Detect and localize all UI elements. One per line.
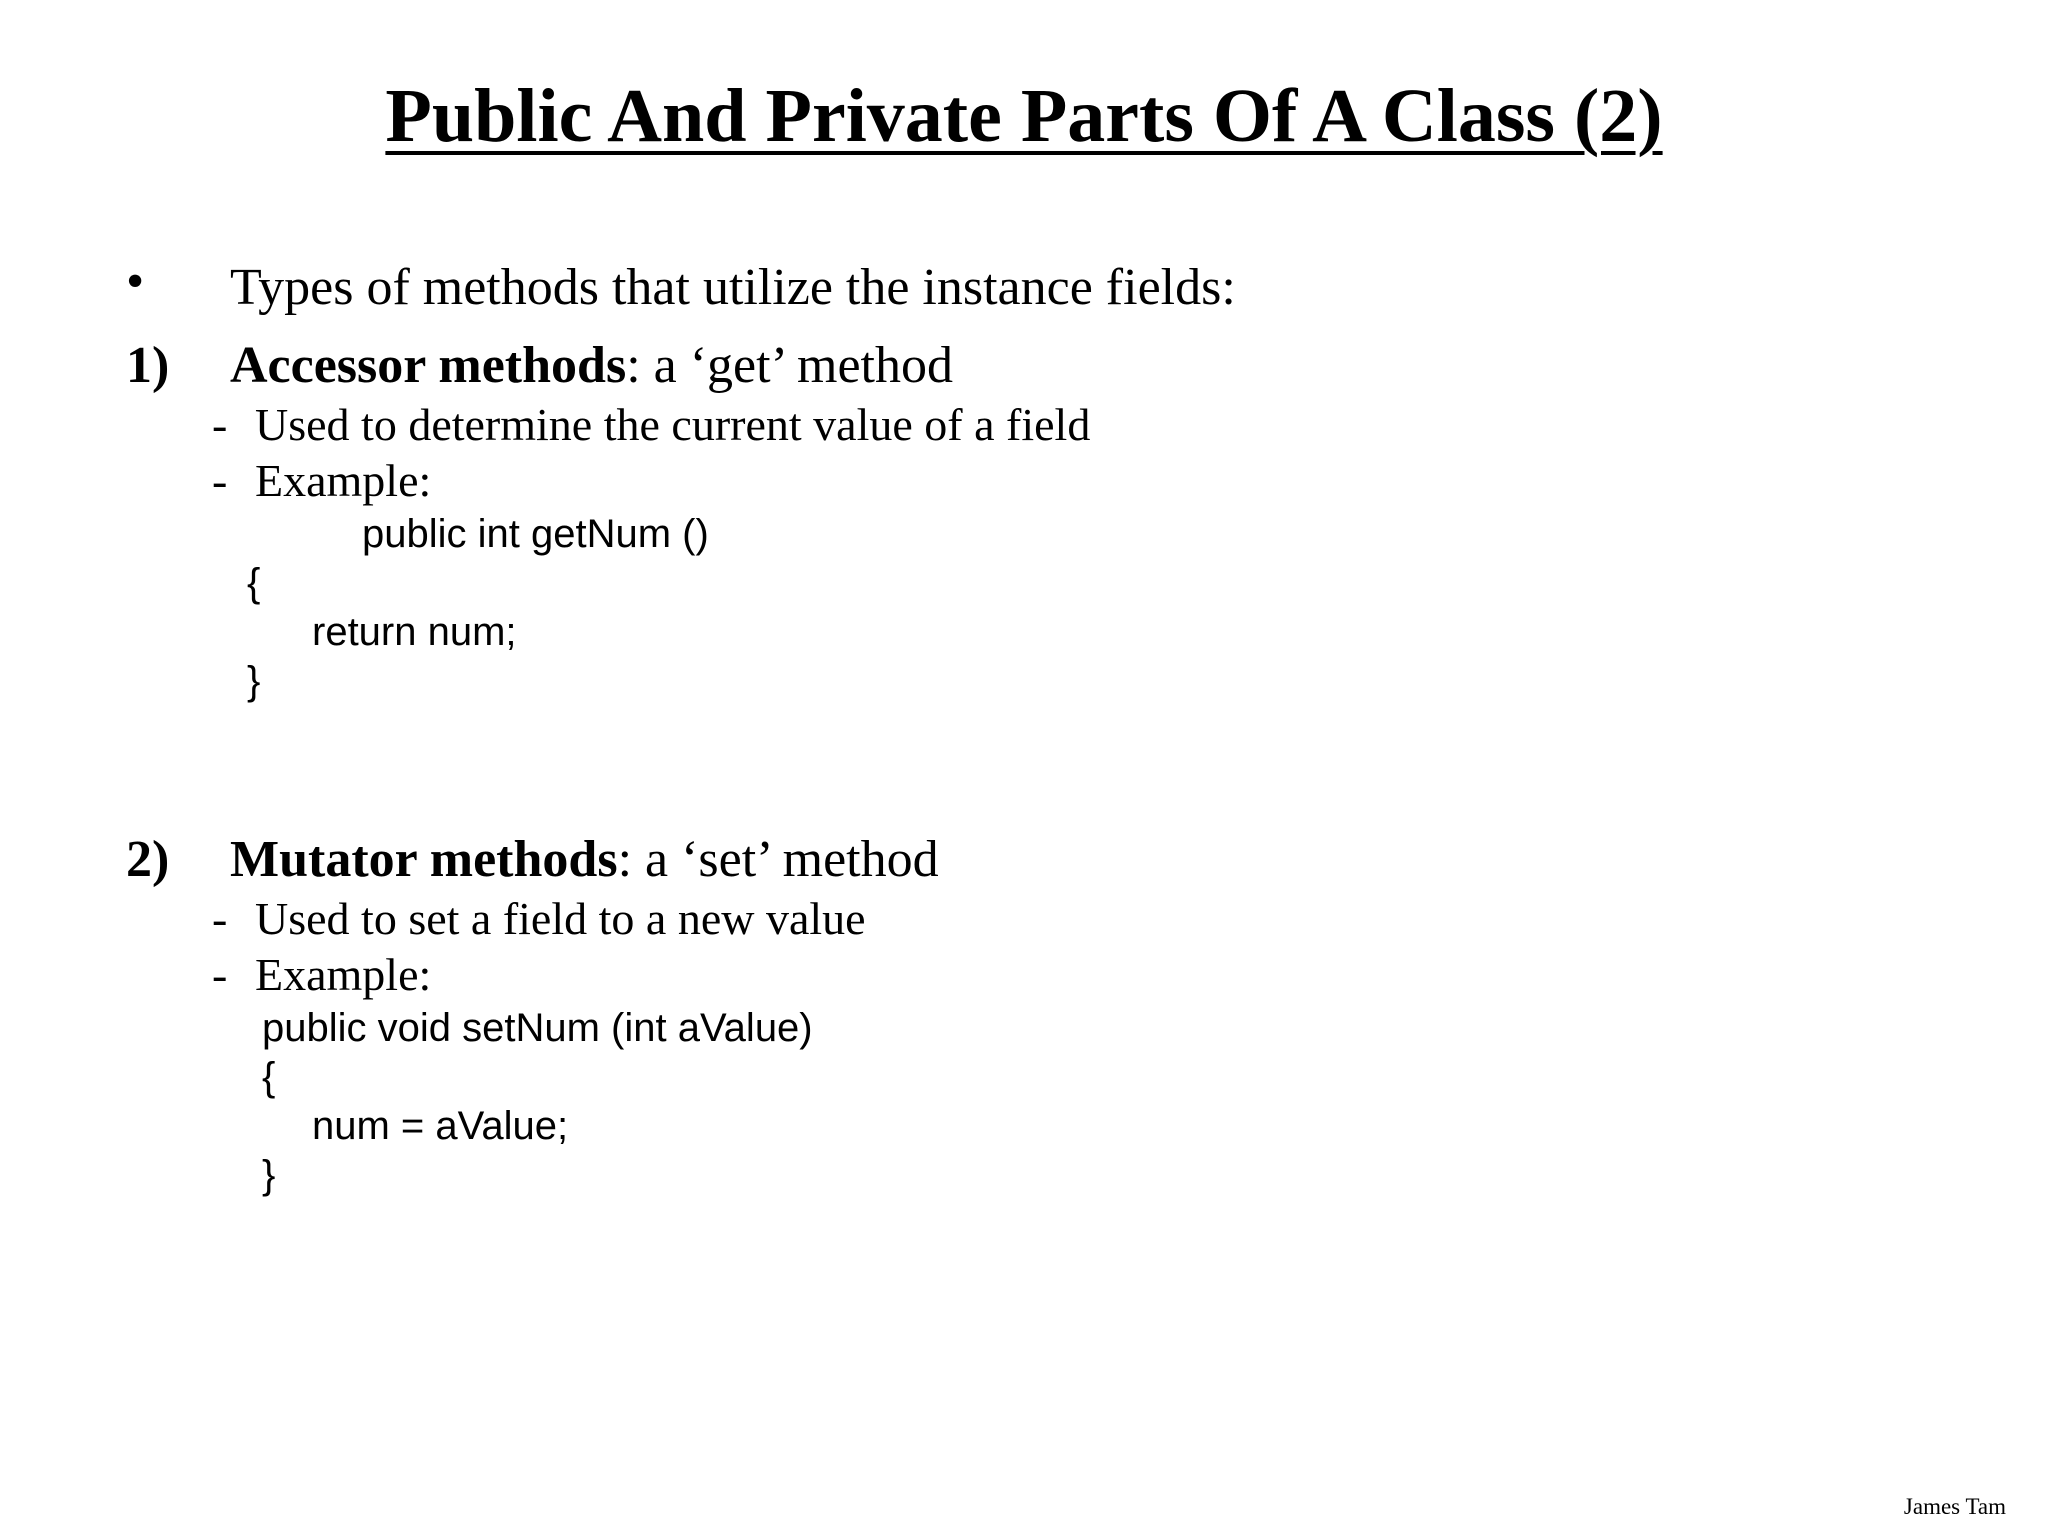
item-2-point-2: Example: [255, 949, 432, 1000]
item-1-point-1-dash: - [212, 399, 228, 450]
item-1-code-line-3: return num; [312, 610, 517, 654]
item-2-point-1-dash: - [212, 893, 228, 944]
item-1-code-line-4: } [247, 659, 261, 703]
item-2-code-line-4: } [262, 1153, 276, 1197]
item-2-code-line-2: { [262, 1055, 276, 1099]
slide-title-text: Public And Private Parts Of A Class (2) [385, 74, 1663, 158]
item-2-heading [230, 831, 939, 888]
bullet-text: Types of methods that utilize the instance fields: [230, 259, 1236, 316]
item-1-point-1: Used to determine the current value of a field [255, 399, 1091, 450]
item-1-term: Accessor methods [230, 337, 627, 394]
item-2-code-line-3: num = aValue; [312, 1104, 569, 1148]
item-2-term: Mutator methods [230, 831, 618, 888]
slide-title [0, 74, 2048, 158]
item-1-code-line-1: public int getNum () [362, 512, 709, 556]
item-1-heading [230, 337, 954, 394]
item-2-number: 2) [126, 831, 170, 888]
item-1-number: 1) [126, 337, 170, 394]
item-1-rest: : a ‘get’ method [626, 337, 954, 394]
item-2-rest: : a ‘set’ method [617, 831, 939, 888]
footer-author: James Tam [1903, 1494, 2006, 1519]
item-1-point-2-dash: - [212, 455, 228, 506]
item-1-point-2: Example: [255, 455, 432, 506]
item-2-point-1: Used to set a field to a new value [255, 893, 866, 944]
item-1-code-line-2: { [247, 561, 261, 605]
item-2-code-line-1: public void setNum (int aValue) [262, 1006, 813, 1050]
bullet-marker: • [126, 253, 145, 310]
item-2-point-2-dash: - [212, 949, 228, 1000]
